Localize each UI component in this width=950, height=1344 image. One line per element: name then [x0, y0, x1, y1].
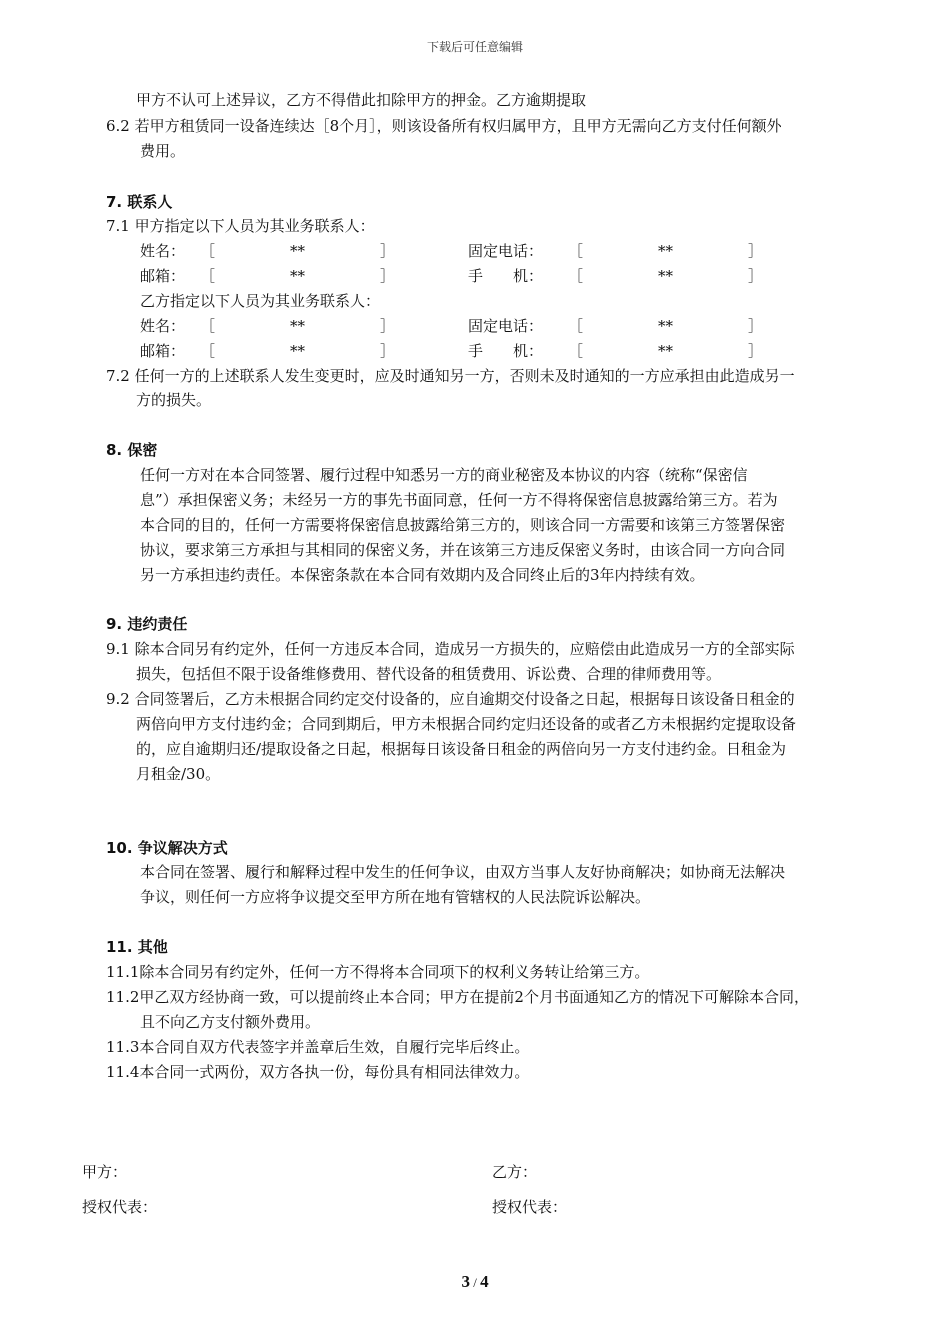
clause-11-1: 11.1除本合同另有约定外，任何一方不得将本合同项下的权利义务转让给第三方。 [106, 963, 650, 981]
clause-6-2: 6.2 若甲方租赁同一设备连续达［8个月］，则该设备所有权归属甲方，且甲方无需向乙方支付任何额外 [106, 117, 782, 135]
section-10-line-1: 本合同在签署、履行和解释过程中发生的任何争议，由双方当事人友好协商解决；如协商无法解决 [140, 863, 786, 881]
party-a-name-label: 姓名： [140, 242, 186, 260]
page-separator: / [469, 1275, 481, 1290]
party-b-mobile-label: 手 机： [468, 342, 544, 360]
party-a-mobile-value: ［ ** ］ [568, 267, 764, 285]
section-8-line-4: 协议，要求第三方承担与其相同的保密义务，并在该第三方违反保密义务时，由该合同一方向合同 [140, 541, 786, 559]
clause-7-2: 7.2 任何一方的上述联系人发生变更时，应及时通知另一方，否则未及时通知的一方应承担由此造成另一 [106, 367, 795, 385]
section-10-heading: 10. 争议解决方式 [106, 839, 228, 857]
section-8-line-5: 另一方承担违约责任。本保密条款在本合同有效期内及合同终止后的3年内持续有效。 [140, 566, 705, 584]
clause-7-1: 7.1 甲方指定以下人员为其业务联系人： [106, 217, 375, 235]
clause-6-1-tail: 甲方不认可上述异议，乙方不得借此扣除甲方的押金。乙方逾期提取 [136, 91, 587, 109]
party-a-tel-value: ［ ** ］ [568, 242, 764, 260]
section-9-heading: 9. 违约责任 [106, 615, 188, 633]
clause-6-2-cont: 费用。 [140, 142, 186, 160]
party-a-mobile-label: 手 机： [468, 267, 544, 285]
section-8-heading: 8. 保密 [106, 441, 158, 459]
clause-11-4: 11.4本合同一式两份，双方各执一份，每份具有相同法律效力。 [106, 1063, 530, 1081]
current-page: 3 [461, 1272, 470, 1291]
section-8-line-2: 息”）承担保密义务；未经另一方的事先书面同意，任何一方不得将保密信息披露给第三方。若为 [140, 491, 778, 509]
party-a-signature-label: 甲方： [82, 1163, 128, 1181]
clause-9-2-cont-3: 月租金/30。 [136, 765, 221, 783]
party-b-email-value: ［ ** ］ [200, 342, 396, 360]
page-header: 下载后可任意编辑 [426, 40, 523, 54]
party-b-tel-value: ［ ** ］ [568, 317, 764, 335]
clause-11-3: 11.3本合同自双方代表签字并盖章后生效，自履行完毕后终止。 [106, 1038, 530, 1056]
party-b-tel-label: 固定电话： [468, 317, 544, 335]
party-b-mobile-value: ［ ** ］ [568, 342, 764, 360]
section-7-heading: 7. 联系人 [106, 193, 173, 211]
party-a-name-value: ［ ** ］ [200, 242, 396, 260]
party-b-name-label: 姓名： [140, 317, 186, 335]
party-b-intro: 乙方指定以下人员为其业务联系人： [140, 292, 381, 310]
party-a-email-value: ［ ** ］ [200, 267, 396, 285]
clause-9-2-cont-2: 的，应自逾期归还/提取设备之日起，根据每日该设备日租金的两倍向另一方支付违约金。日租金为 [136, 740, 787, 758]
section-8-line-1: 任何一方对在本合同签署、履行过程中知悉另一方的商业秘密及本协议的内容（统称“保密信 [140, 466, 748, 484]
total-pages: 4 [480, 1272, 489, 1291]
section-11-heading: 11. 其他 [106, 938, 168, 956]
clause-7-2-cont: 方的损失。 [136, 391, 212, 409]
clause-9-2-cont-1: 两倍向甲方支付违约金；合同到期后，甲方未根据合同约定归还设备的或者乙方未根据约定提取设备 [136, 715, 797, 733]
section-10-line-2: 争议，则任何一方应将争议提交至甲方所在地有管辖权的人民法院诉讼解决。 [140, 888, 651, 906]
party-b-rep-label: 授权代表： [492, 1198, 568, 1216]
clause-9-1: 9.1 除本合同另有约定外，任何一方违反本合同，造成另一方损失的，应赔偿由此造成另一方的全部实际 [106, 640, 795, 658]
party-b-signature-label: 乙方： [492, 1163, 538, 1181]
clause-11-2: 11.2甲乙双方经协商一致，可以提前终止本合同；甲方在提前2个月书面通知乙方的情况下可解除本合同， [106, 988, 809, 1006]
clause-9-2: 9.2 合同签署后，乙方未根据合同约定交付设备的，应自逾期交付设备之日起，根据每日该设备日租金的 [106, 690, 795, 708]
page-number [0, 1272, 950, 1292]
section-8-line-3: 本合同的目的，任何一方需要将保密信息披露给第三方的，则该合同一方需要和该第三方签署保密 [140, 516, 786, 534]
party-a-rep-label: 授权代表： [82, 1198, 158, 1216]
party-b-name-value: ［ ** ］ [200, 317, 396, 335]
party-b-email-label: 邮箱： [140, 342, 186, 360]
party-a-email-label: 邮箱： [140, 267, 186, 285]
clause-9-1-cont: 损失，包括但不限于设备维修费用、替代设备的租赁费用、诉讼费、合理的律师费用等。 [136, 665, 722, 683]
clause-11-2-cont: 且不向乙方支付额外费用。 [140, 1013, 321, 1031]
party-a-tel-label: 固定电话： [468, 242, 544, 260]
